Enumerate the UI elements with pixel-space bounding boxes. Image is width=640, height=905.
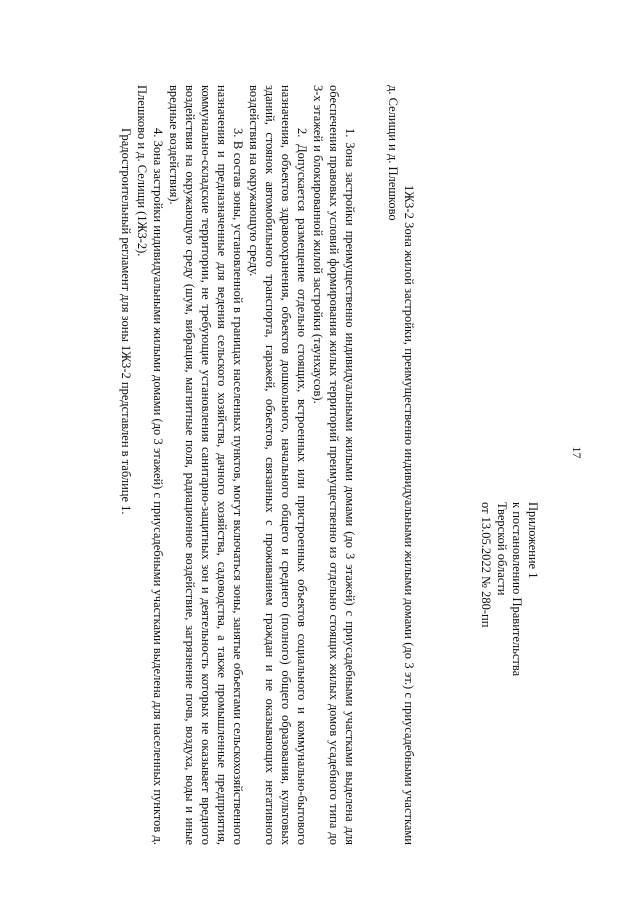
paragraph: 2. Допускается размещение отдельно стоящих, встроенных или пристроенных объектов социального и коммунально-бытового назначения, объектов здравоохранения, объектов дошкольного, начального общего и среднего (полного) общего образования, культовых зданий, стоянок автомобильного транспорта, гаражей, объектов, связанных с проживанием граждан и не оказывающих негативного воздействия на окружающую среду. <box>247 85 309 845</box>
paragraph: Градостроительный регламент для зоны 1ЖЗ-2 представлен в таблице 1. <box>119 128 133 515</box>
page-number: 17 <box>570 446 584 459</box>
appendix-header <box>478 502 540 676</box>
appendix-line: Тверской области <box>495 502 509 596</box>
zone-title: 1ЖЗ-2 Зона жилой застройки, преимущественно индивидуальными жилыми домами (до 3 эт.) с приусадебными участками д. Селищи и д. Плешково <box>386 85 416 845</box>
paragraph: 1. Зона застройки преимущественно индивидуальными жилыми домами (до 3 этажей) с приусадебными участками выделена для обеспечения правовых условий формирования жилых территорий преимущественно из отдельно стоящих жилых домов усадебного типа до 3-х этажей и блокированной жилой застройки (таунхаусов). <box>311 85 357 845</box>
appendix-line: от 13.05.2022 № 280-пп <box>479 502 494 628</box>
appendix-line: Приложение 1 <box>526 502 540 579</box>
body-text <box>118 85 358 845</box>
appendix-line: к постановлению Правительства <box>510 502 525 677</box>
paragraph: 4. Зона застройки индивидуальными жилыми домами (до 3 этажей) с приусадебными участками выделена для населенных пунктов д. Плешково и д. Селищи (1ЖЗ-2). <box>135 85 165 845</box>
paragraph: 3. В состав зоны, установленной в границах населенных пунктов, могут включаться зоны, занятые объектами сельскохозяйственного назначения и предназначенные для ведения сельского хозяйства, дачного хозяйства, садоводства, а также промышленные предприятия, коммунально-складские территории, не требующие установления санитарно-защитных зон и деятельность которых не оказывает вредного воздействия на окружающую среду (шум, вибрация, магнитные поля, радиационное воздействие, загрязнение почв, воздуха, воды и иные вредные воздействия). <box>167 85 245 845</box>
